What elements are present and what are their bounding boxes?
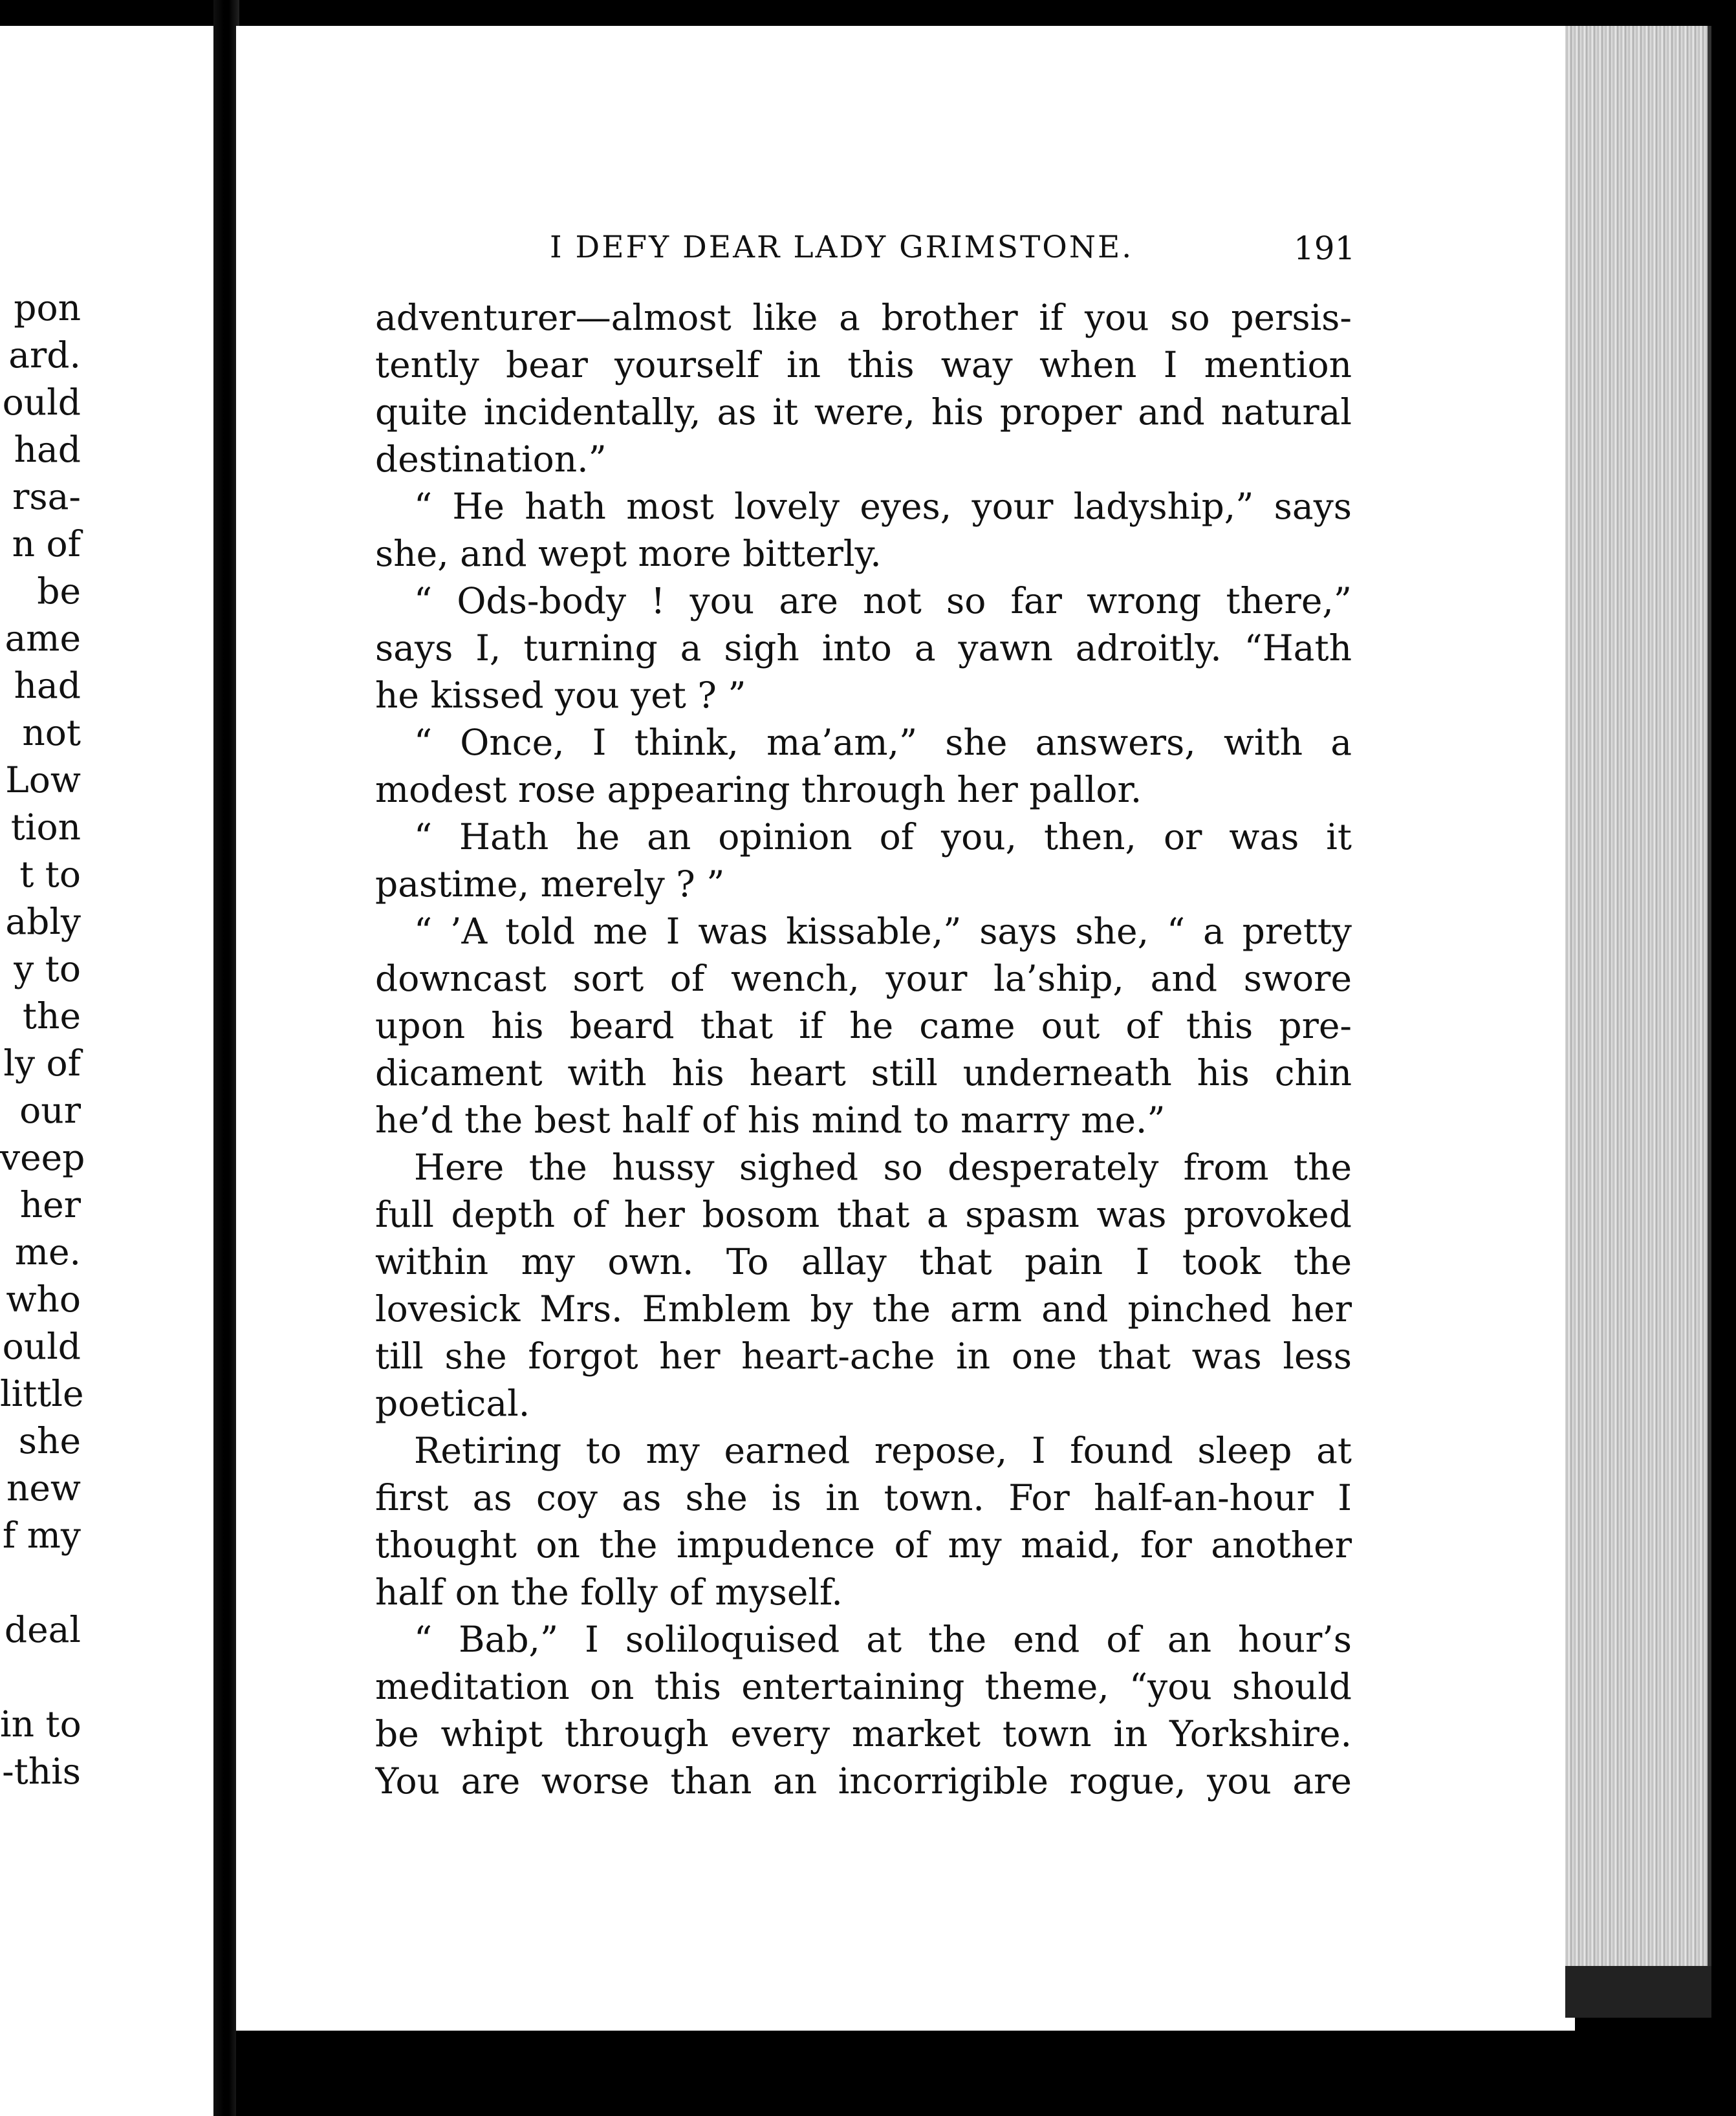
text-line: be whipt through every market town in Yorkshire. — [375, 1713, 1352, 1754]
left-fragment: f my — [2, 1515, 81, 1556]
left-fragment: who — [6, 1279, 81, 1320]
left-fragment: veep — [0, 1137, 85, 1178]
text-line: till she forgot her heart-ache in one that was less — [375, 1335, 1352, 1377]
text-line: tently bear yourself in this way when I mention — [375, 344, 1352, 385]
text-line: thought on the impudence of my maid, for another — [375, 1524, 1352, 1566]
text-line: full depth of her bosom that a spasm was provoked — [375, 1194, 1352, 1235]
left-fragment: had — [14, 665, 81, 706]
text-line: “ Bab,” I soliloquised at the end of an hour’s — [414, 1619, 1352, 1660]
text-line: upon his beard that if he came out of this pre- — [375, 1005, 1352, 1046]
book-gutter — [213, 0, 239, 2116]
left-fragment: new — [6, 1467, 81, 1509]
left-fragment: ould — [2, 382, 81, 423]
bottom-shadow — [236, 2031, 1594, 2116]
left-fragment: the — [22, 995, 81, 1037]
text-line: downcast sort of wench, your la’ship, and swore — [375, 958, 1352, 999]
text-line: lovesick Mrs. Emblem by the arm and pinched her — [375, 1288, 1352, 1330]
left-fragment: had — [14, 429, 81, 470]
page-number: 191 — [1294, 230, 1356, 267]
left-fragment — [0, 1654, 81, 1701]
text-line: poetical. — [375, 1383, 530, 1424]
left-fragment: ly of — [3, 1042, 81, 1084]
text-line: “ He hath most lovely eyes, your ladyship,” says — [414, 486, 1352, 527]
left-fragment: me. — [14, 1231, 81, 1273]
left-fragment: ould — [2, 1326, 81, 1367]
running-head: I DEFY DEAR LADY GRIMSTONE. — [550, 230, 1134, 265]
left-fragment: her — [19, 1184, 81, 1225]
text-line: he kissed you yet ? ” — [375, 675, 746, 716]
left-fragment: tion — [10, 806, 81, 848]
left-fragment: -this — [2, 1751, 81, 1792]
text-line: destination.” — [375, 438, 607, 480]
text-line: first as coy as she is in town. For half-an-hour I — [375, 1477, 1352, 1518]
text-line: Here the hussy sighed so desperately from the — [414, 1147, 1352, 1188]
left-fragment: our — [19, 1090, 81, 1131]
text-line: “ Hath he an opinion of you, then, or was it — [414, 816, 1352, 858]
text-line: “ Once, I think, ma’am,” she answers, with a — [414, 722, 1352, 763]
text-line: dicament with his heart still underneath his chin — [375, 1052, 1352, 1094]
left-fragment: in to — [0, 1703, 81, 1745]
text-line: half on the folly of myself. — [375, 1571, 843, 1613]
left-fragment: Low — [5, 759, 81, 801]
left-fragment: deal — [4, 1609, 81, 1650]
text-line: he’d the best half of his mind to marry me.” — [375, 1099, 1166, 1141]
left-fragment: pon — [14, 287, 81, 329]
body-text — [375, 294, 1352, 1805]
text-line: modest rose appearing through her pallor. — [375, 769, 1142, 810]
left-fragment: she — [18, 1420, 81, 1462]
text-line: “ Ods-body ! you are not so far wrong there,” — [414, 580, 1352, 621]
left-fragment: y to — [14, 948, 81, 989]
text-line: “ ’A told me I was kissable,” says she, “ a pretty — [414, 911, 1352, 952]
left-fragment: t to — [19, 854, 81, 895]
left-fragment: not — [22, 712, 81, 753]
left-fragment: n of — [12, 523, 81, 565]
text-line: Retiring to my earned repose, I found sleep at — [414, 1430, 1352, 1471]
text-line: You are worse than an incorrigible rogue, you are — [375, 1760, 1352, 1802]
text-line: meditation on this entertaining theme, “you should — [375, 1666, 1352, 1707]
left-fragment: ard. — [8, 334, 81, 376]
left-fragment: rsa- — [12, 476, 81, 517]
left-fragment: ably — [5, 901, 81, 942]
left-fragment: ame — [5, 618, 81, 659]
text-line: says I, turning a sigh into a yawn adroitly. “Hath — [375, 627, 1352, 669]
text-line: within my own. To allay that pain I took the — [375, 1241, 1352, 1282]
left-fragment: little — [0, 1373, 84, 1414]
left-fragment: be — [37, 570, 81, 612]
text-line: she, and wept more bitterly. — [375, 533, 882, 574]
text-line: pastime, merely ? ” — [375, 863, 725, 905]
text-line: adventurer—almost like a brother if you so persis- — [375, 297, 1352, 338]
left-fragment — [0, 1559, 81, 1606]
text-line: quite incidentally, as it were, his proper and natural — [375, 391, 1352, 433]
page-edges-shadow — [1565, 1966, 1711, 2018]
page-edges — [1565, 26, 1711, 1966]
left-page-text-fragments — [0, 285, 85, 1795]
